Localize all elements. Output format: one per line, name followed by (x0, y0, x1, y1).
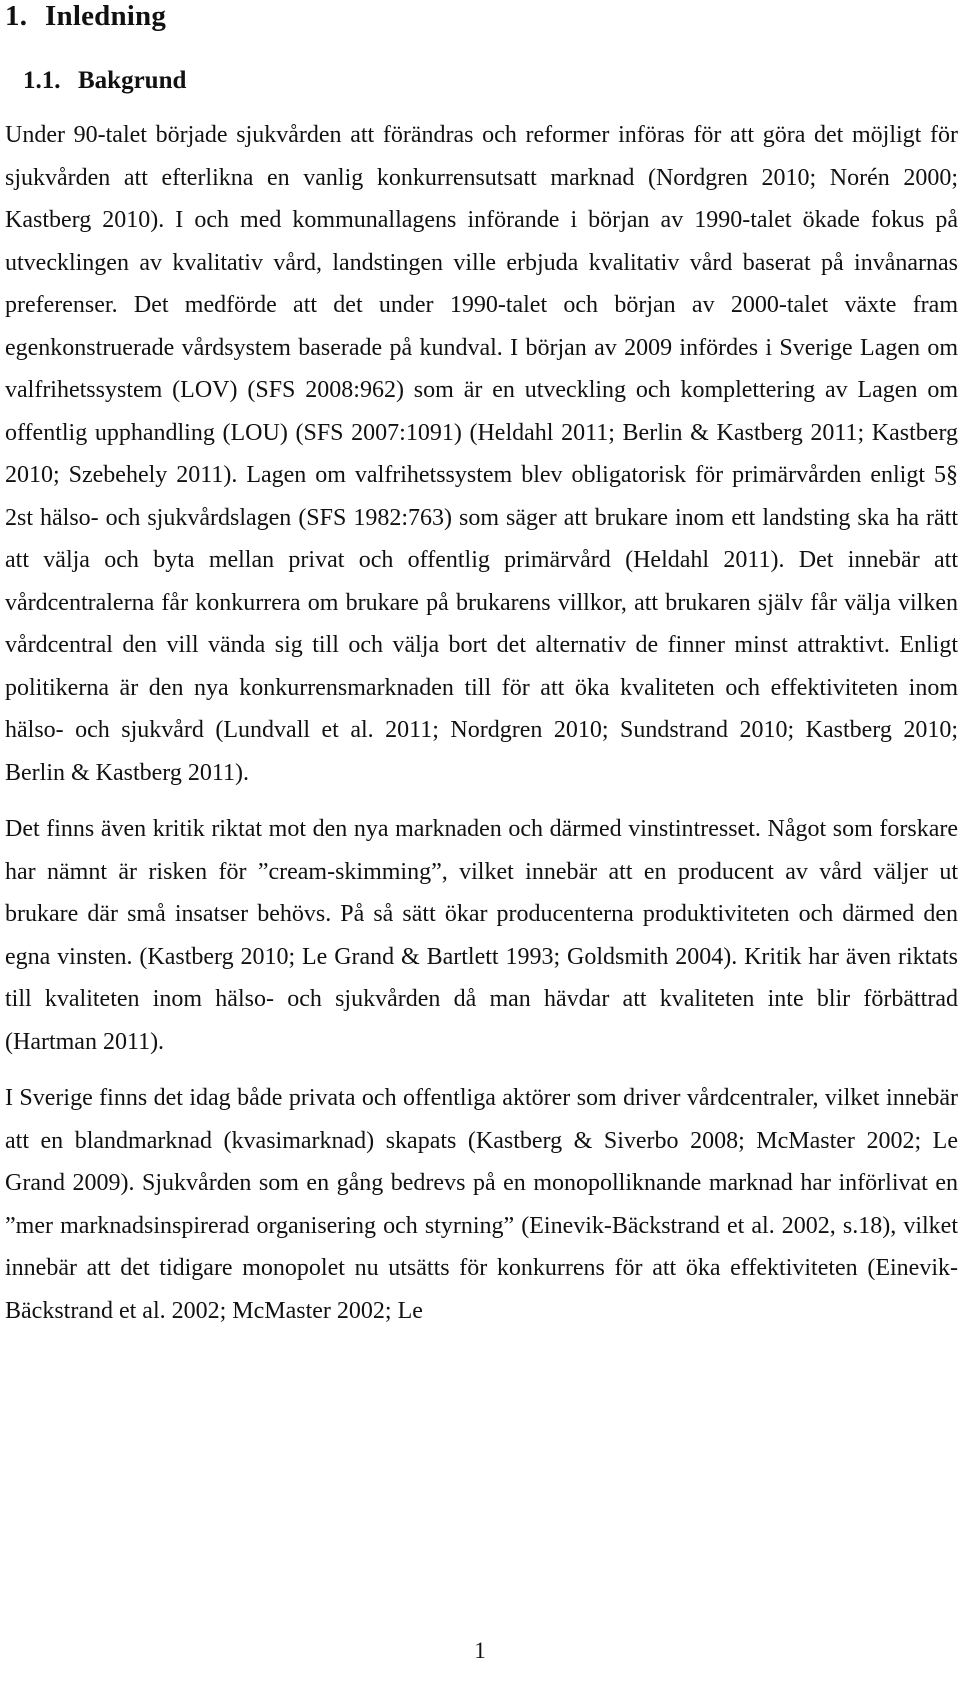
chapter-number: 1. (5, 0, 28, 32)
section-number: 1.1. (23, 67, 61, 94)
body-paragraph: Under 90-talet började sjukvården att förändras och reformer införas för att göra det möjligt för sjukvården att efterlikna en vanlig konkurrensutsatt marknad (Nordgren 2010; Norén 2000; Kastberg 2010). I och med kommunallagens införande i början av 1990-talet ökade fokus på utvecklingen av kvalitativ vård, landstingen ville erbjuda kvalitativ vård baserat på invånarnas preferenser. Det medförde att det under 1990-talet och början av 2000-talet växte fram egenkonstruerade vårdsystem baserade på kundval. I början av 2009 infördes i Sverige Lagen om valfrihetssystem (LOV) (SFS 2008:962) som är en utveckling och komplettering av Lagen om offentlig upphandling (LOU) (SFS 2007:1091) (Heldahl 2011; Berlin & Kastberg 2011; Kastberg 2010; Szebehely 2011). Lagen om valfrihetssystem blev obligatorisk för primärvården enligt 5§ 2st hälso- och sjukvårdslagen (SFS 1982:763) som säger att brukare inom ett landsting ska ha rätt att välja och byta mellan privat och offentlig primärvård (Heldahl 2011). Det innebär att vårdcentralerna får konkurrera om brukare på brukarens villkor, att brukaren själv får välja vilken vårdcentral den vill vända sig till och välja bort det alternativ de finner minst attraktivt. Enligt politikerna är den nya konkurrensmarknaden till för att öka kvaliteten och effektiviteten inom hälso- och sjukvård (Lundvall et al. 2011; Nordgren 2010; Sundstrand 2010; Kastberg 2010; Berlin & Kastberg 2011). (5, 122, 958, 786)
body-paragraph: Det finns även kritik riktat mot den nya marknaden och därmed vinstintresset. Något som forskare har nämnt är risken för ”cream-skimming”, vilket innebär att en producent av vård väljer ut brukare där små insatser behövs. På så sätt ökar producenterna produktiviteten och därmed den egna vinsten. (Kastberg 2010; Le Grand & Bartlett 1993; Goldsmith 2004). Kritik har även riktats till kvaliteten inom hälso- och sjukvården då man hävdar att kvaliteten inte blir förbättrad (Hartman 2011). (5, 816, 958, 1055)
page-number: 1 (474, 1638, 486, 1663)
chapter-heading (5, 0, 958, 32)
section-title: Bakgrund (78, 67, 187, 94)
body-paragraph: I Sverige finns det idag både privata och offentliga aktörer som driver vårdcentraler, vilket innebär att en blandmarknad (kvasimarknad) skapats (Kastberg & Siverbo 2008; McMaster 2002; Le Grand 2009). Sjukvården som en gång bedrevs på en monopolliknande marknad har införlivat en ”mer marknadsinspirerad organisering och styrning” (Einevik-Bäckstrand et al. 2002, s.18), vilket innebär att det tidigare monopolet nu utsätts för konkurrens för att öka effektiviteten (Einevik-Bäckstrand et al. 2002; McMaster 2002; Le (5, 1085, 958, 1324)
chapter-title: Inledning (45, 0, 167, 32)
section-heading (23, 66, 958, 96)
